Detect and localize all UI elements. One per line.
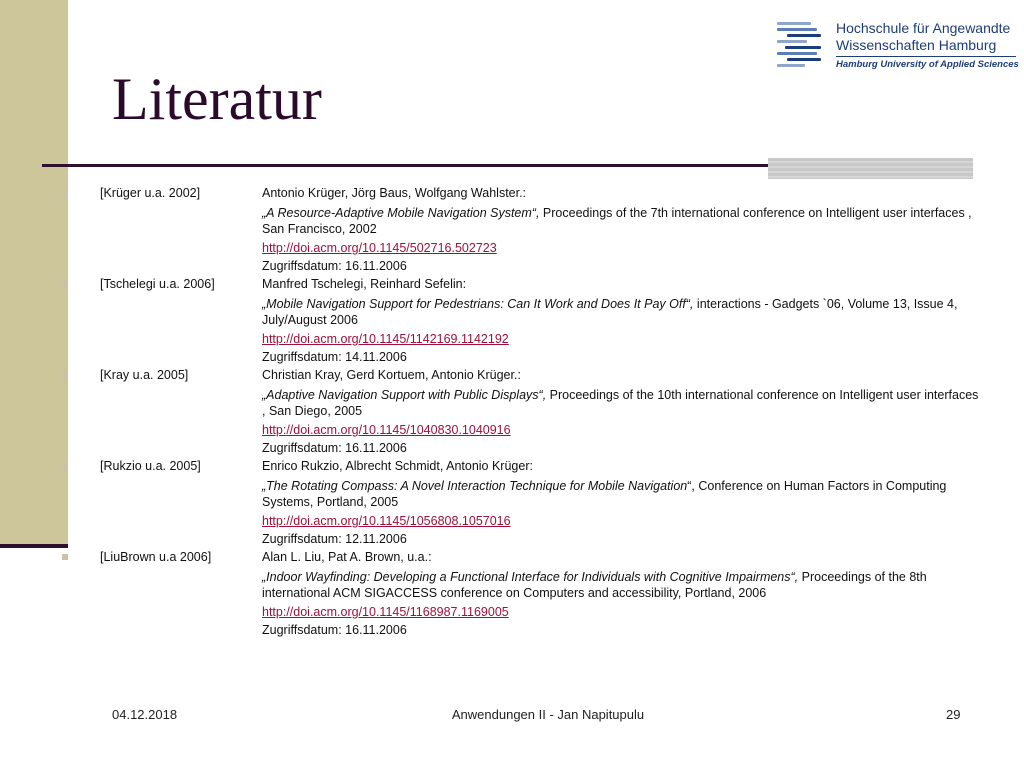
reference-authors: Enrico Rukzio, Albrecht Schmidt, Antonio Krüger: [262,459,533,473]
logo-divider [836,56,1016,57]
logo-line-2: Wissenschaften Hamburg [836,37,997,53]
bullet-icon [62,281,68,287]
reference-title: „Adaptive Navigation Support with Public Displays“, [262,388,547,402]
reference-access-date: Zugriffsdatum: 16.11.2006 [262,623,407,637]
slide-title: Literatur [112,66,322,132]
title-divider-block [768,158,973,179]
reference-key: [LiuBrown u.a 2006] [100,550,212,564]
reference-access-date: Zugriffsdatum: 16.11.2006 [262,441,407,455]
bullet-icon [62,190,68,196]
reference-description [262,384,982,421]
title-divider [42,164,770,167]
reference-list [0,184,1024,639]
logo-mark-icon [775,22,821,68]
footer-date: 04.12.2018 [112,707,178,722]
reference-title: „Indoor Wayfinding: Developing a Functional Interface for Individuals with Cognitive Impairmens“, [262,570,799,584]
logo-line-3: Hamburg University of Applied Sciences [836,59,1019,70]
reference-link[interactable]: http://doi.acm.org/10.1145/1142169.1142192 [262,332,509,346]
reference-item [0,184,1024,275]
reference-key: [Kray u.a. 2005] [100,368,189,382]
logo-text [836,20,1020,71]
reference-authors: Antonio Krüger, Jörg Baus, Wolfgang Wahlster.: [262,186,527,200]
reference-access-date: Zugriffsdatum: 16.11.2006 [262,259,407,273]
reference-access-date: Zugriffsdatum: 12.11.2006 [262,532,407,546]
reference-venue: Proceedings of the 8th international ACM SIGACCESS conference on Computers and accessibility, Portland, 2006 [262,570,927,600]
reference-link[interactable]: http://doi.acm.org/10.1145/1168987.1169005 [262,605,509,619]
reference-venue: interactions - Gadgets `06, Volume 13, Issue 4, July/August 2006 [262,297,958,327]
reference-link[interactable]: http://doi.acm.org/10.1145/1056808.1057016 [262,514,511,528]
reference-description [262,202,982,239]
university-logo [775,20,1020,70]
reference-access-date: Zugriffsdatum: 14.11.2006 [262,350,407,364]
bullet-icon [62,463,68,469]
reference-key: [Tschelegi u.a. 2006] [100,277,215,291]
reference-link[interactable]: http://doi.acm.org/10.1145/1040830.1040916 [262,423,511,437]
reference-venue: Proceedings of the 10th international conference on Intelligent user interfaces , San Diego, 2005 [262,388,979,418]
reference-item [0,457,1024,548]
reference-venue: “, Conference on Human Factors in Computing Systems, Portland, 2005 [262,479,947,509]
reference-authors: Alan L. Liu, Pat A. Brown, u.a.: [262,550,432,564]
reference-authors: Christian Kray, Gerd Kortuem, Antonio Krüger.: [262,368,521,382]
reference-title: „The Rotating Compass: A Novel Interaction Technique for Mobile Navigation [262,479,688,493]
reference-title: „Mobile Navigation Support for Pedestrians: Can It Work and Does It Pay Off“, [262,297,694,311]
reference-venue: Proceedings of the 7th international conference on Intelligent user interfaces , San Francisco, 2002 [262,206,972,236]
reference-description [262,293,982,330]
reference-title: „A Resource-Adaptive Mobile Navigation System“, [262,206,540,220]
bullet-icon [62,554,68,560]
reference-item [0,548,1024,639]
footer-presenter: Anwendungen II - Jan Napitupulu [451,707,645,722]
reference-key: [Rukzio u.a. 2005] [100,459,201,473]
reference-key: [Krüger u.a. 2002] [100,186,201,200]
reference-link[interactable]: http://doi.acm.org/10.1145/502716.502723 [262,241,497,255]
reference-description [262,475,982,512]
footer-page-number: 29 [946,707,961,722]
bullet-icon [62,372,68,378]
reference-authors: Manfred Tschelegi, Reinhard Sefelin: [262,277,467,291]
reference-description [262,566,982,603]
logo-line-1: Hochschule für Angewandte [836,20,1011,36]
reference-item [0,275,1024,366]
reference-item [0,366,1024,457]
